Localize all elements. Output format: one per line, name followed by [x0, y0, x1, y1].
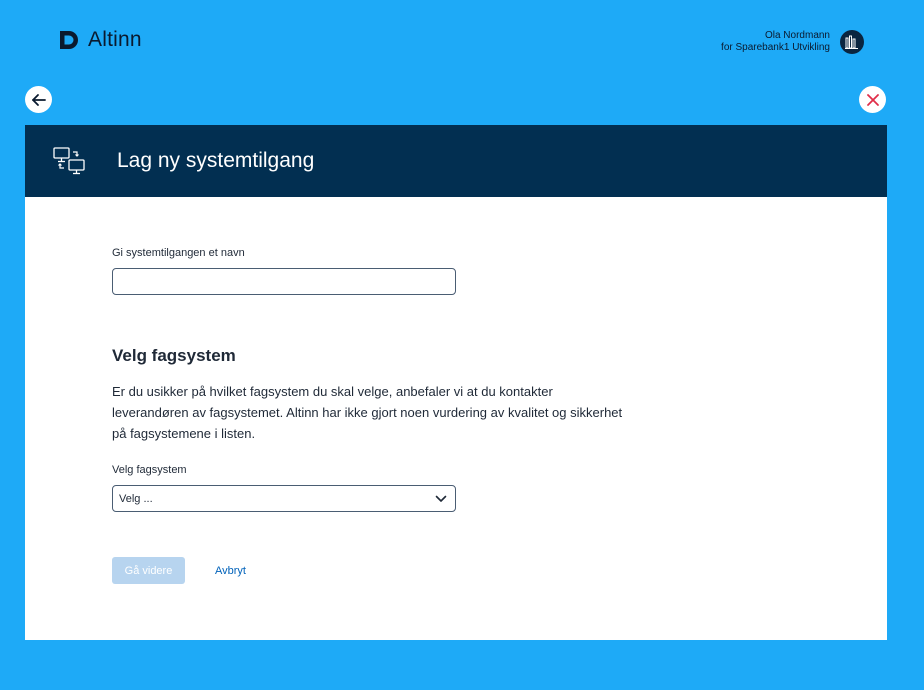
panel-header — [25, 125, 887, 197]
section-heading: Velg fagsystem — [112, 346, 236, 365]
altinn-logo-icon — [58, 29, 80, 51]
logo-text: Altinn — [88, 28, 142, 51]
page-title: Lag ny systemtilgang — [117, 149, 315, 172]
system-select[interactable] — [112, 485, 456, 512]
building-icon — [845, 35, 859, 49]
section-description: Er du usikker på hvilket fagsystem du skal velge, anbefaler vi at du kontakter leverandøren av fagsystemet. Altinn har ikke gjort noen vurdering av kvalitet og sikkerhet på fagsystemene i listen. — [112, 384, 623, 441]
continue-button[interactable]: Gå videre — [112, 557, 185, 584]
name-field-label: Gi systemtilgangen et navn — [112, 247, 245, 259]
user-name: Ola Nordmann — [764, 30, 830, 41]
select-field-label: Velg fagsystem — [112, 464, 187, 476]
altinn-logo[interactable] — [58, 28, 142, 52]
system-access-icon — [53, 146, 89, 176]
arrow-left-icon — [31, 92, 47, 108]
user-menu[interactable] — [721, 30, 864, 54]
system-name-input[interactable] — [112, 268, 456, 295]
user-info — [721, 30, 830, 54]
chevron-down-icon — [435, 495, 447, 503]
cancel-link[interactable]: Avbryt — [215, 565, 246, 577]
organization-icon[interactable] — [840, 30, 864, 54]
close-button[interactable] — [859, 86, 886, 113]
back-button[interactable] — [25, 86, 52, 113]
user-org: for Sparebank1 Utvikling — [721, 42, 830, 53]
select-value: Velg ... — [119, 492, 153, 505]
main-panel — [25, 125, 887, 640]
close-icon — [866, 93, 880, 107]
